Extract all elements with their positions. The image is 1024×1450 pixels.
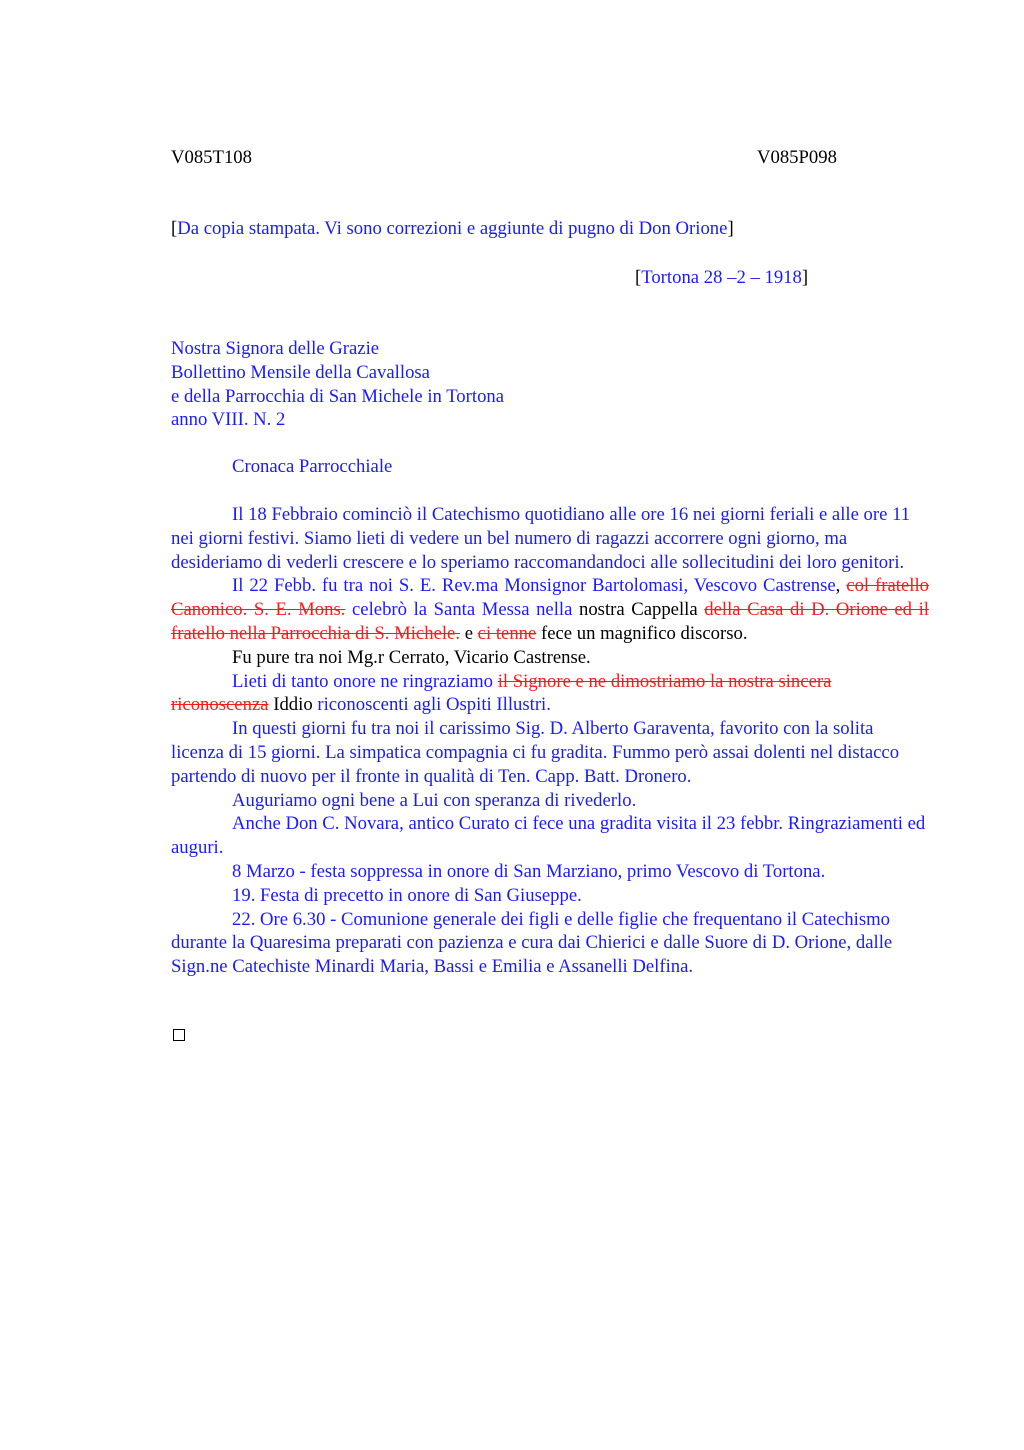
p2-segment-1: Il 22 Febb. fu tra noi S. E. Rev.ma Monsignor Bartolomasi, Vescovo Castrense <box>232 575 836 597</box>
p4-deleted-1: il Signore e ne dimostriamo la nostra sincera riconoscenza <box>171 670 832 716</box>
end-square-icon <box>173 1029 185 1041</box>
document-code-left: V085T108 <box>171 147 252 168</box>
p2-deleted-3: ed il fratello nella Parrocchia di S. Michele. <box>171 599 929 644</box>
p4-segment-3: Iddio <box>268 694 313 716</box>
source-note-text: Da copia stampata. Vi sono correzioni e aggiunte di pugno di Don Orione <box>177 218 728 239</box>
source-note <box>171 217 734 241</box>
masthead-line-1: Nostra Signora delle Grazie <box>171 338 380 359</box>
paragraph-cerrato: Fu pure tra noi Mg.r Cerrato, Vicario Castrense. <box>232 646 591 668</box>
paragraph-catechism: Il 18 Febbraio cominciò il Catechismo quotidiano alle ore 16 nei giorni feriali e alle ore 11 nei giorni festivi. Siamo lieti di vedere un bel numero di ragazzi accorrere ogni giorno, ma desideriamo di vederli crescere e lo speriamo raccomandandoci alle sollecitudini dei loro genitori. <box>171 504 911 573</box>
masthead <box>171 337 929 432</box>
p2-deleted-4: ci tenne <box>477 622 537 644</box>
paragraph-wishes: Auguriamo ogni bene a Lui con speranza di rivederlo. <box>232 789 637 811</box>
p2-deleted-2: della Casa di D. Orione <box>704 599 888 621</box>
paragraph-thanks <box>171 670 929 718</box>
p2-deleted-1: col fratello Canonico. S. E. Mons. <box>171 575 929 621</box>
date-note-text: Tortona 28 –2 – 1918 <box>641 267 802 288</box>
p2-segment-8: e <box>460 622 478 644</box>
p2-segment-5: nostra Cappella <box>572 599 705 621</box>
source-note-close-bracket: ] <box>727 218 734 239</box>
p2-segment-2: , <box>835 575 847 597</box>
masthead-line-3: e della Parrocchia di San Michele in Tortona <box>171 385 505 407</box>
chronicle-body <box>171 503 929 979</box>
date-note-close-bracket: ] <box>801 267 809 288</box>
p2-segment-10: fece un magnifico discorso. <box>536 622 748 644</box>
paragraph-garaventa: In questi giorni fu tra noi il carissimo Sig. D. Alberto Garaventa, favorito con la solita licenza di 15 giorni. La simpatica compagnia ci fu gradita. Fummo però assai dolenti nel distacco partendo di nuovo per il fronte in qualità di Ten. Capp. Batt. Dronero. <box>171 718 900 787</box>
p4-segment-1: Lieti di tanto onore ne ringraziamo <box>232 670 498 692</box>
date-note <box>635 266 808 290</box>
paragraph-bishop-visit <box>171 574 929 645</box>
paragraph-march-8: 8 Marzo - festa soppressa in onore di San Marziano, primo Vescovo di Tortona. <box>232 860 826 882</box>
masthead-line-4: anno VIII. N. 2 <box>171 409 286 431</box>
paragraph-march-19: 19. Festa di precetto in onore di San Giuseppe. <box>232 884 582 906</box>
document-code-right: V085P098 <box>757 147 837 168</box>
p2-segment-4: celebrò la Santa Messa nella <box>345 599 573 621</box>
masthead-line-2: Bollettino Mensile della Cavallosa <box>171 361 430 383</box>
p4-segment-4: riconoscenti agli Ospiti Illustri. <box>312 694 551 716</box>
paragraph-novara: Anche Don C. Novara, antico Curato ci fece una gradita visita il 23 febbr. Ringraziamenti ed auguri. <box>171 813 926 859</box>
paragraph-march-22: 22. Ore 6.30 - Comunione generale dei figli e delle figlie che frequentano il Catechismo durante la Quaresima preparati con pazienza e cura dai Chierici e dalle Suore di D. Orione, dalle Sign.ne Catechiste Minardi Maria, Bassi e Emilia e Assanelli Delfina. <box>171 908 893 978</box>
section-title: Cronaca Parrocchiale <box>232 456 393 477</box>
date-note-open-bracket: [ <box>635 267 642 288</box>
source-note-open-bracket: [ <box>171 218 178 239</box>
